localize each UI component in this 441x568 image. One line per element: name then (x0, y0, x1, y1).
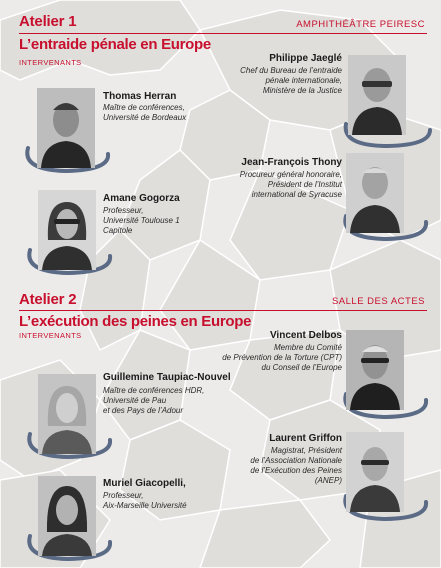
speaker-name: Amane Gogorza (103, 193, 180, 204)
speaker-name: Muriel Giacopelli, (103, 478, 186, 489)
speaker-name: Jean-François Thony (241, 157, 342, 168)
atelier-1-title: Atelier 1 (19, 13, 77, 30)
atelier-1-venue: AMPHITHÉÂTRE PEIRESC (296, 19, 425, 30)
speaker-photo (346, 330, 404, 410)
atelier-1-subtitle: L’entraide pénale en Europe (19, 36, 211, 53)
speaker-photo (348, 55, 406, 135)
speaker-photo (38, 476, 96, 556)
atelier-2-subtitle: L’exécution des peines en Europe (19, 313, 252, 330)
speaker-photo (346, 432, 404, 512)
speaker-role: Professeur, Université Toulouse 1 Capitole (103, 206, 180, 235)
atelier-2-intervenants-label: INTERVENANTS (19, 331, 82, 340)
speaker-role: Maître de conférences HDR, Université de Pau et des Pays de l’Adour (103, 386, 205, 415)
speaker-role: Chef du Bureau de l’entraide pénale internationale, Ministère de la Justice (240, 66, 342, 95)
speaker-photo (346, 153, 404, 233)
speaker-name: Philippe Jaeglé (269, 53, 342, 64)
speaker-role: Maître de conférences, Université de Bordeaux (103, 103, 187, 122)
speaker-name: Vincent Delbos (269, 330, 342, 341)
speaker-name: Thomas Herran (103, 91, 177, 102)
speaker-photo (37, 88, 95, 168)
atelier-2-divider (19, 310, 427, 311)
speaker-role: Professeur, Aix-Marseille Université (103, 491, 187, 510)
atelier-2-venue: SALLE DES ACTES (331, 296, 425, 307)
atelier-1-divider (19, 33, 427, 34)
atelier-1-intervenants-label: INTERVENANTS (19, 58, 82, 67)
speaker-name: Laurent Griffon (269, 433, 342, 444)
speaker-role: Membre du Comité de Prévention de la Torture (CPT) du Conseil de l’Europe (222, 343, 342, 372)
speaker-photo (38, 374, 96, 454)
speaker-role: Procureur général honoraire, Président de l’Institut international de Syracuse (239, 170, 342, 199)
speaker-photo (38, 190, 96, 270)
atelier-2-title: Atelier 2 (19, 291, 77, 308)
speaker-name: Guillemine Taupiac-Nouvel (103, 372, 231, 383)
speaker-role: Magistrat, Président de l’Association Nationale de l’Exécution des Peines (ANEP) (250, 446, 342, 485)
